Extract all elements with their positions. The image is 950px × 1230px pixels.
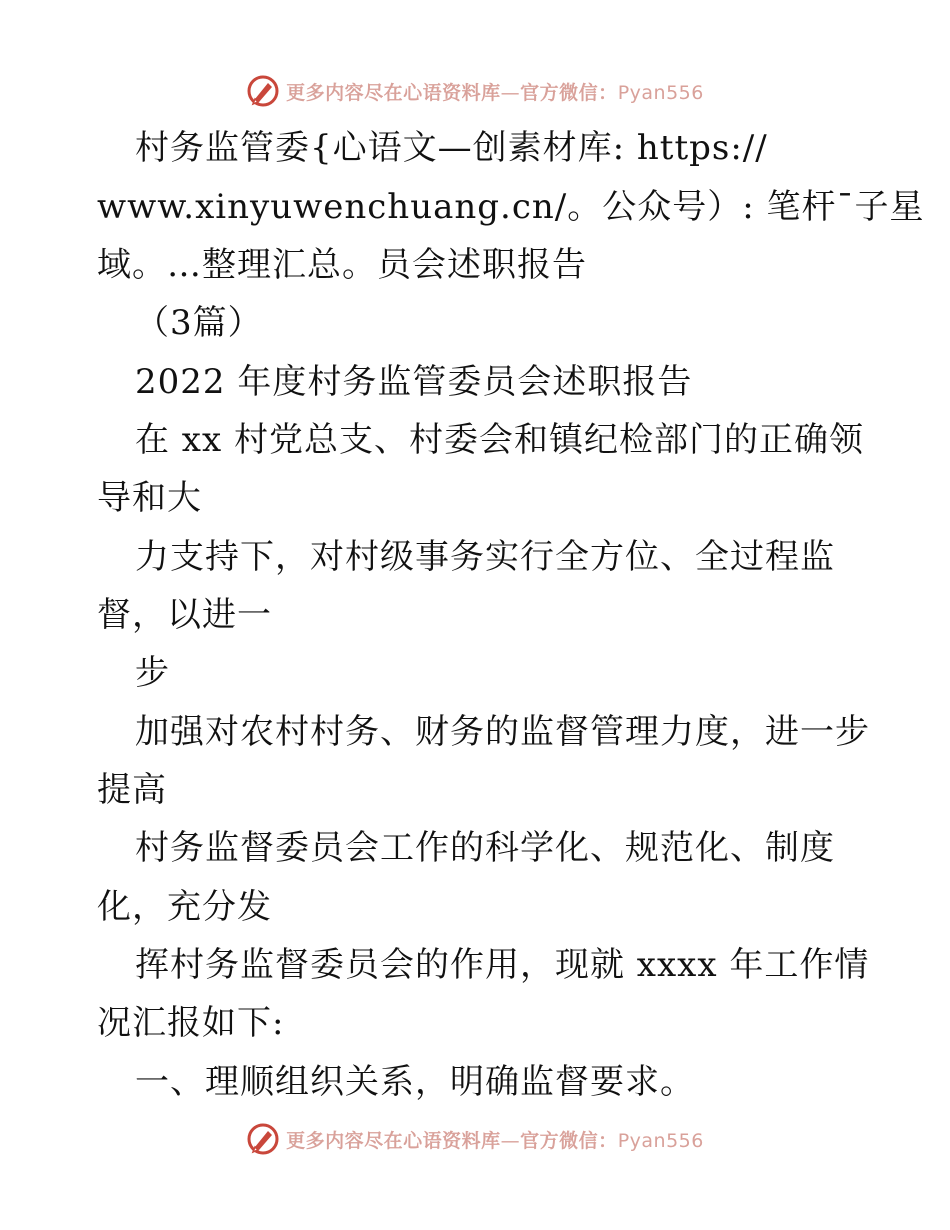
header-watermark-banner: [0, 69, 950, 113]
text-line: 村务监督委员会工作的科学化、规范化、制度: [135, 828, 835, 868]
text-line: 力支持下，对村级事务实行全方位、全过程监: [135, 537, 835, 577]
text-line: （3篇）: [135, 303, 263, 343]
text-line: 步: [135, 653, 170, 693]
text-line: 2022 年度村务监管委员会述职报告: [135, 362, 693, 402]
text-line: 一、理顺组织关系，明确监督要求。: [135, 1062, 695, 1102]
banner-main-text: 更多内容尽在心语资料库: [286, 81, 501, 104]
text-line: 在 xx 村党总支、村委会和镇纪检部门的正确领: [135, 420, 864, 460]
text-line: www.xinyuwenchuang.cn/。公众号）: 笔杆¯子星: [97, 187, 925, 227]
banner-official-label: 官方微信：: [520, 81, 618, 104]
footer-watermark-banner: [0, 1117, 950, 1161]
text-line: 村务监管委{心语文—创素材库: https://: [135, 128, 768, 168]
text-line: 导和大: [97, 478, 202, 518]
pen-logo-icon: [246, 1122, 280, 1156]
text-line: 督，以进一: [97, 595, 272, 635]
banner-wechat-id: Pyan556: [617, 81, 704, 104]
banner-main-text: 更多内容尽在心语资料库: [286, 1129, 501, 1152]
banner-wechat-id: Pyan556: [617, 1129, 704, 1152]
text-line: 域。…整理汇总。员会述职报告: [97, 245, 587, 285]
pen-logo-icon: [246, 74, 280, 108]
banner-dash: —: [500, 1129, 521, 1152]
text-line: 挥村务监督委员会的作用，现就 xxxx 年工作情: [135, 945, 870, 985]
text-line: 况汇报如下:: [97, 1003, 285, 1043]
banner-official-label: 官方微信：: [520, 1129, 618, 1152]
text-line: 加强对农村村务、财务的监督管理力度，进一步: [135, 712, 870, 752]
banner-dash: —: [500, 81, 521, 104]
text-line: 提高: [97, 770, 167, 810]
text-line: 化，充分发: [97, 887, 272, 927]
